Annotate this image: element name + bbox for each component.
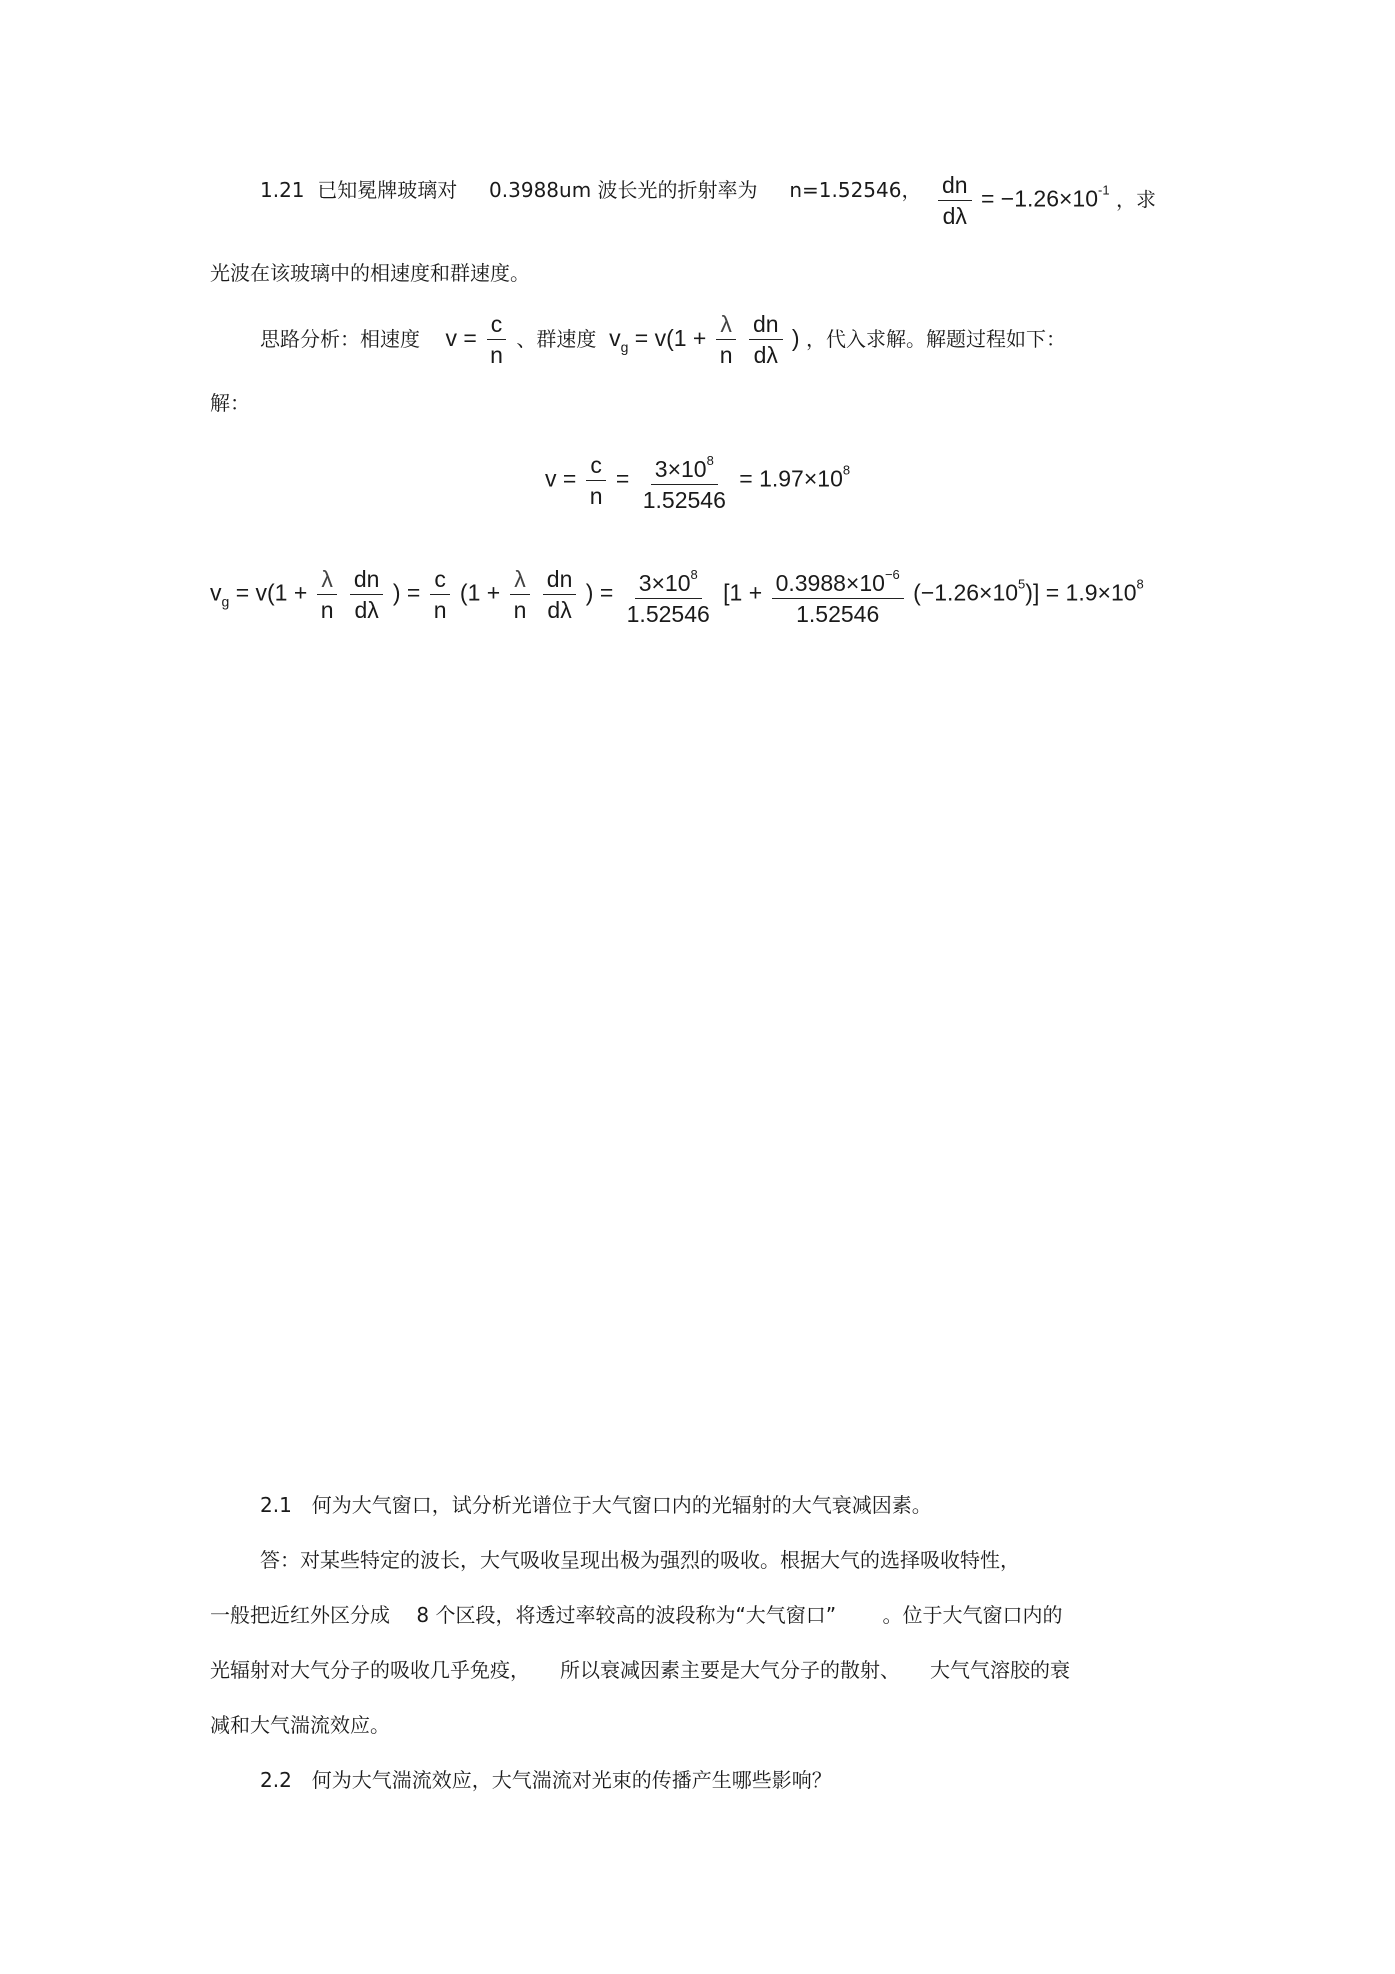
problem-2-2-title: 2.2 何为大气湍流效应，大气湍流对光束的传播产生哪些影响？ [260,1768,832,1792]
answer-line-2: 一般把近红外区分成 8 个区段，将透过率较高的波段称为“大气窗口” 。位于大气窗口内的 [210,1603,1063,1627]
eq1-c-over-n [586,452,607,509]
eq2-part2: ) = [392,579,421,606]
dispersion-formula [935,172,1156,229]
eq2-num4-exp: −6 [884,567,900,582]
eq2-part4: ) = [585,579,614,606]
eq2-dn-over-dlambda-1 [350,566,384,623]
eq2-n2: n [433,597,447,623]
dn-numerator: dn [749,311,783,340]
eq2-part3: (1 + [459,579,501,606]
problem-number: 1.21 [260,178,305,202]
dlambda-denominator: dλ [753,342,778,369]
eq2-c: c [430,566,450,595]
refractive-index: n=1.52546 [789,178,902,202]
eq1-c: c [586,452,606,481]
eq1-main-fraction [639,448,730,513]
answer-line-1: 答：对某些特定的波长，大气吸收呈现出极为强烈的吸收。根据大气的选择吸收特性， [260,1548,1020,1572]
eq2-dn: dn [350,566,384,595]
deriv-denominator: dλ [942,203,967,229]
problem-tail: ，求 [1115,189,1156,212]
n-denominator: n [719,342,733,369]
eq2-lambda: λ [317,566,337,595]
phase-lhs: v = [445,325,477,351]
eq2-part7: )] = 1.9×10 [1025,579,1137,606]
eq2-num3 [635,562,702,599]
problem-text-b: 波长光的折射率为 [597,178,758,202]
eq2-part5: [1 + [723,579,763,606]
analysis-sep: 、群速度 [516,327,597,351]
eq2-lambda2: λ [510,566,530,595]
phase-velocity-equation [545,448,850,513]
eq2-den4: 1.52546 [796,601,880,627]
analysis-label: 思路分析：相速度 [260,327,420,351]
eq2-fraction-4 [772,562,904,627]
wavelength-value: 0.3988um [489,178,592,202]
eq1-rhs: = 1.97×10 [739,465,843,492]
solution-label: 解： [210,391,250,415]
eq2-dn2: dn [543,566,577,595]
eq2-den3: 1.52546 [626,601,710,627]
eq2-part7-exp: 8 [1136,576,1144,592]
problem-2-1-title: 2.1 何为大气窗口，试分析光谱位于大气窗口内的光辐射的大气衰减因素。 [260,1493,932,1517]
eq1-rhs-exp: 8 [842,462,851,478]
eq1-lhs: v = [545,465,577,492]
eq2-dlambda2: dλ [547,597,572,623]
lambda-over-n [716,311,737,368]
vg-subscript: g [620,339,629,355]
c-numerator: c [487,311,507,340]
eq1-num-exp: 8 [706,453,714,468]
deriv-fraction [938,172,972,229]
eq2-subscript: g [221,593,230,610]
eq2-part1: = v(1 + [235,579,308,606]
eq2-v: v [210,579,222,606]
problem-1-21-line1 [260,175,921,205]
eq2-lambda-over-n-2 [510,566,531,623]
analysis-line [260,308,1066,377]
answer-line-3: 光辐射对大气分子的吸收几乎免疫， 所以衰减因素主要是大气分子的散射、 大气气溶胶的衰 [210,1658,1070,1682]
analysis-tail: ，代入求解。解题过程如下： [805,327,1066,351]
eq2-dn-over-dlambda-2 [543,566,577,623]
eq2-fraction-3 [623,562,714,627]
problem-1-21-line2: 光波在该玻璃中的相速度和群速度。 [210,261,530,285]
deriv-numerator: dn [938,172,972,201]
eq2-lambda-over-n-1 [317,566,338,623]
eq2-n: n [320,597,334,623]
lambda-numerator: λ [716,311,736,340]
vg-eq: = v(1 + [634,325,707,351]
phase-velocity-formula [445,311,516,369]
eq2-num3-exp: 8 [690,567,698,582]
eq1-denominator: 1.52546 [642,487,726,513]
c-over-n [486,311,507,368]
close-paren: ) [791,325,800,351]
eq2-part6: (−1.26×10 [913,579,1019,606]
deriv-rhs: = −1.26×10 [980,185,1099,212]
deriv-exponent: -1 [1098,182,1110,198]
eq2-dlambda: dλ [354,597,379,623]
vg-v: v [609,325,621,351]
eq2-n3: n [513,597,527,623]
answer-line-4: 减和大气湍流效应。 [210,1713,390,1737]
n-denominator: n [490,342,503,369]
eq2-num3-text: 3×10 [638,570,691,596]
eq1-n: n [589,483,603,509]
eq1-numerator [651,448,718,485]
group-velocity-equation [210,562,1144,627]
problem-text-a: 已知冕牌玻璃对 [317,178,458,202]
eq2-num4-text: 0.3988×10 [775,570,885,596]
eq2-num4 [772,562,904,599]
comma: ， [901,178,922,202]
eq2-part6-exp: 5 [1018,576,1026,592]
eq1-num-text: 3×10 [654,456,707,482]
eq1-equals: = [615,465,630,492]
dn-over-dlambda [749,311,783,368]
eq2-c-over-n [430,566,451,623]
